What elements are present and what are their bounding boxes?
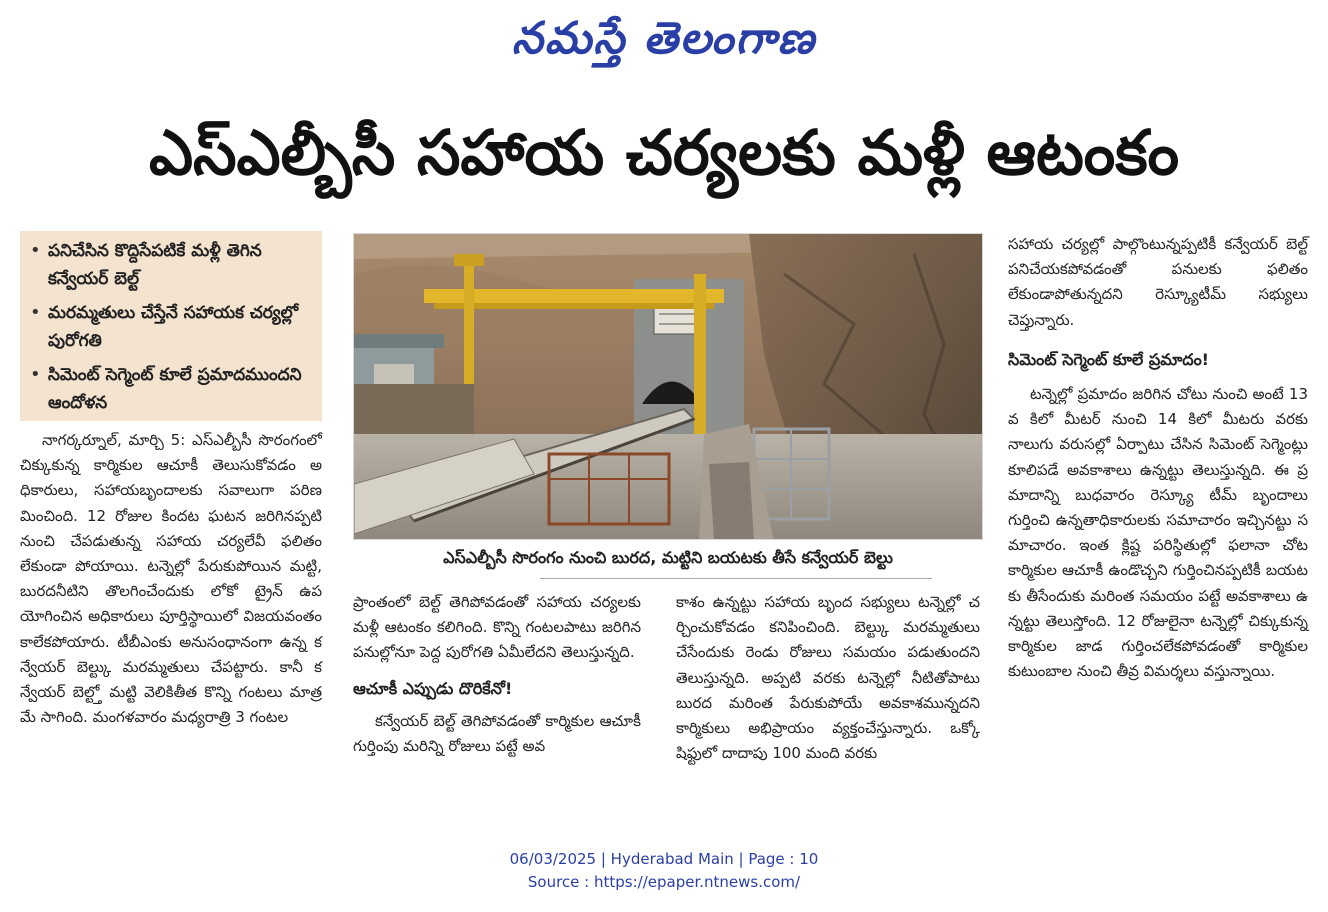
article-column-3 — [676, 590, 980, 818]
article-column-1 — [20, 428, 322, 818]
headline: ఎస్ఎల్బీసీ సహాయ చర్యలకు మళ్లీ ఆటంకం — [148, 116, 1180, 189]
highlights-box — [20, 231, 322, 421]
article-paragraph: సహాయ చర్యల్లో పాల్గొంటున్నప్పటికీ కన్వేయర్ బెల్ట్ పనిచేయకపోవడంతో పనులకు ఫలితం లేకుండాపోతున్నదని రెస్క్యూటీమ్ సభ్యులు చెప్తున్నారు. — [1008, 235, 1308, 329]
article-paragraph: నాగర్కర్నూల్, మార్చి 5: ఎస్ఎల్బీసీ సొరంగంలో చిక్కుకున్న కార్మికుల ఆచూకీ తెలుసుకోవడం అధికారులు, సహాయబృందాలకు సవాలుగా పరిణమించింది. 12 రోజుల కిందట ఘటన జరిగినప్పటి నుంచి చేపడుతున్న సహాయ చర్యలేవీ ఫలితం లేకుండా పోయాయి. టన్నెల్లో పేరుకుపోయిన మట్టి, బురదనీటిని తొలగించేందుకు లోకో ట్రైన్ ఉపయోగించిన అధికారులు పూర్తిస్థాయిలో విజయవంతం కాలేకపోయారు. టీబీఎంకు అనుసంధానంగా ఉన్న కన్వేయర్ బెల్ట్కు మరమ్మతులు చేపట్టారు. కానీ కన్వేయర్ బెల్ట్తో మట్టి వెలికితీత కొన్ని గంటలు మాత్రమే సాగింది. మంగళవారం మధ్యరాత్రి 3 గంటల — [20, 431, 322, 727]
article-subheading: సిమెంట్ సెగ్మెంట్ కూలే ప్రమాదం! — [1008, 349, 1209, 369]
highlight-item — [30, 237, 314, 293]
bullet-icon: • — [30, 240, 41, 261]
bullet-icon: • — [30, 302, 41, 323]
source-link[interactable]: Source : https://epaper.ntnews.com/ — [527, 873, 801, 891]
bullet-icon: • — [30, 364, 41, 385]
edition-info: 06/03/2025 | Hyderabad Main | Page : 10 — [509, 850, 819, 868]
newspaper-masthead: నమస్తే తెలంగాణ — [511, 13, 817, 64]
article-column-4 — [1008, 232, 1308, 822]
highlight-text: మరమ్మతులు చేస్తేనే సహాయక చర్యల్లో పురోగతి — [48, 303, 299, 351]
article-paragraph: కన్వేయర్ బెల్ట్ తెగిపోవడంతో కార్మికుల ఆచూకీ గుర్తింపు మరిన్ని రోజులు పట్టే అవ — [353, 711, 641, 756]
article-paragraph: కాశం ఉన్నట్టు సహాయ బృంద సభ్యులు టన్నెల్లో చర్చించుకోవడం కనిపించింది. బెల్ట్కు మరమ్మతులు చేసేందుకు రెండు రోజులు సమయం పడుతుందని తెలుస్తున్నది. అప్పటి వరకు టన్నెల్లో నీటితోపాటు బురద మరింత పేరుకుపోయే అవకాశమున్నదని కార్మికులు అభిప్రాయం వ్యక్తంచేస్తున్నారు. ఒక్కో షిఫ్టులో దాదాపు 100 మంది వరకు — [676, 593, 980, 763]
article-paragraph: టన్నెల్లో ప్రమాదం జరిగిన చోటు నుంచి అంటే 13వ కిలో మీటర్ నుంచి 14 కిలో మీటరు వరకు నాలుగు వరుసల్లో ఏర్పాటు చేసిన సిమెంట్ సెగ్మెంట్లు కూలిపడే అవకాశాలు ఉన్నట్టు తెలుస్తున్నది. ఈ ప్రమాదాన్ని బుధవారం రెస్క్యూ టీమ్ బృందాలు గుర్తించి ఉన్నతాధికారులకు సమాచారం ఇచ్చినట్టు సమాచారం. ఇంత క్లిష్ట పరిస్థితుల్లో ఫలానా చోట కార్మికుల ఆచూకీ ఉండొచ్చని గుర్తించినప్పటికీ బయటకు తీసేందుకు మరింత సమయం పట్టే అవకాశాలు ఉన్నట్టు తెలుస్తోంది. 12 రోజులైనా టన్నెల్లో చిక్కుకున్న కార్మికుల జాడ గుర్తించలేకపోవడంతో కార్మికుల కుటుంబాల నుంచి తీవ్ర విమర్శలు వస్తున్నాయి. — [1008, 385, 1308, 681]
tunnel-conveyor-photo — [353, 233, 983, 540]
article-column-2 — [353, 590, 641, 818]
highlight-item — [30, 299, 314, 355]
highlight-item — [30, 361, 314, 417]
page-footer — [364, 848, 964, 896]
article-paragraph: ప్రాంతంలో బెల్ట్ తెగిపోవడంతో సహాయ చర్యలకు మళ్లీ ఆటంకం కలిగింది. కొన్ని గంటలపాటు జరిగిన పనుల్లోనూ పెద్ద పురోగతి ఏమీలేదని తెలుస్తున్నది. — [353, 593, 641, 662]
photo-caption: ఎస్ఎల్బీసీ సొరంగం నుంచి బురద, మట్టిని బయటకు తీసే కన్వేయర్ బెల్టు — [443, 548, 893, 567]
article-subheading: ఆచూకీ ఎప్పుడు దొరికేనో! — [353, 678, 513, 698]
caption-divider — [540, 578, 932, 579]
highlight-text: సిమెంట్ సెగ్మెంట్ కూలే ప్రమాదముందని ఆందోళన — [48, 365, 302, 413]
highlight-text: పనిచేసిన కొద్దిసేపటికే మళ్లీ తెగిన కన్వేయర్ బెల్ట్ — [48, 241, 262, 289]
